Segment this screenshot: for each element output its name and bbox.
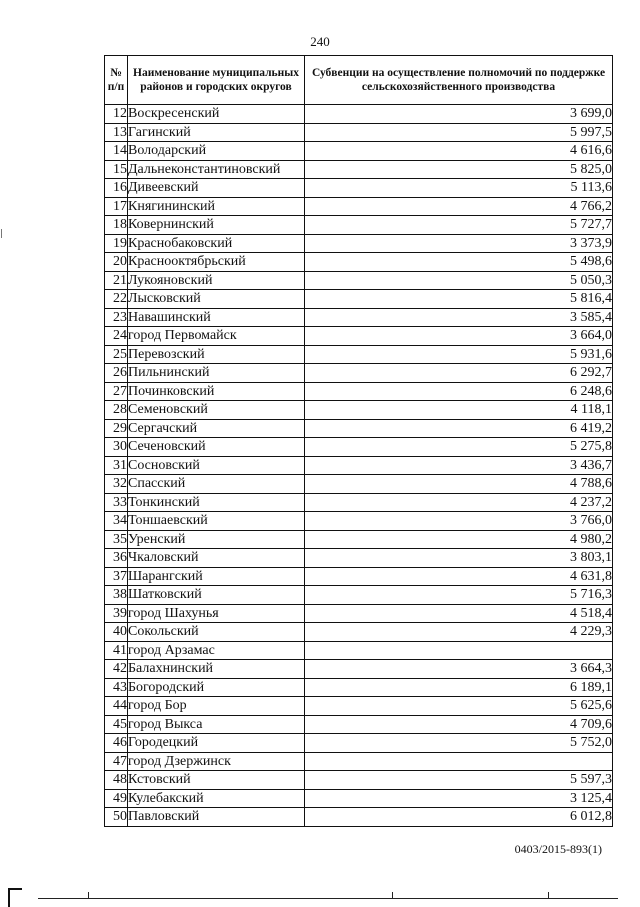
row-number: 26 xyxy=(105,364,128,383)
table-row xyxy=(105,715,613,734)
subsidy-table xyxy=(104,55,613,827)
municipality-name: Кулебакский xyxy=(128,789,305,808)
table-row xyxy=(105,308,613,327)
table-row xyxy=(105,549,613,568)
subsidy-value: 5 931,6 xyxy=(305,345,613,364)
subsidy-value: 5 275,8 xyxy=(305,438,613,457)
subsidy-value: 4 118,1 xyxy=(305,401,613,420)
municipality-name: Лысковский xyxy=(128,290,305,309)
border-tick xyxy=(548,892,549,899)
row-number: 17 xyxy=(105,197,128,216)
subsidy-value: 4 766,2 xyxy=(305,197,613,216)
municipality-name: Чкаловский xyxy=(128,549,305,568)
table-row xyxy=(105,327,613,346)
municipality-name: город Выкса xyxy=(128,715,305,734)
row-number: 49 xyxy=(105,789,128,808)
subsidy-value: 5 825,0 xyxy=(305,160,613,179)
table-row xyxy=(105,697,613,716)
table-row xyxy=(105,123,613,142)
row-number: 33 xyxy=(105,493,128,512)
row-number: 29 xyxy=(105,419,128,438)
table-row xyxy=(105,216,613,235)
table-row xyxy=(105,142,613,161)
municipality-name: Семеновский xyxy=(128,401,305,420)
subsidy-value: 4 237,2 xyxy=(305,493,613,512)
municipality-name: Шарангский xyxy=(128,567,305,586)
table-row xyxy=(105,734,613,753)
row-number: 38 xyxy=(105,586,128,605)
subsidy-value: 4 616,6 xyxy=(305,142,613,161)
subsidy-value: 4 709,6 xyxy=(305,715,613,734)
subsidy-value: 4 980,2 xyxy=(305,530,613,549)
subsidy-value: 5 716,3 xyxy=(305,586,613,605)
municipality-name: Пильнинский xyxy=(128,364,305,383)
table-row xyxy=(105,512,613,531)
table-row xyxy=(105,364,613,383)
row-number: 36 xyxy=(105,549,128,568)
municipality-name: Воскресенский xyxy=(128,105,305,124)
municipality-name: Шатковский xyxy=(128,586,305,605)
row-number: 19 xyxy=(105,234,128,253)
table-row xyxy=(105,789,613,808)
table-row xyxy=(105,382,613,401)
header-municipality: Наименование муниципальных районов и городских округов xyxy=(128,56,305,105)
subsidy-value: 4 518,4 xyxy=(305,604,613,623)
subsidy-value: 5 997,5 xyxy=(305,123,613,142)
table-row xyxy=(105,604,613,623)
table-row xyxy=(105,493,613,512)
row-number: 44 xyxy=(105,697,128,716)
row-number: 39 xyxy=(105,604,128,623)
row-number: 32 xyxy=(105,475,128,494)
subsidy-value: 5 050,3 xyxy=(305,271,613,290)
table-row xyxy=(105,253,613,272)
municipality-name: Дальнеконстантиновский xyxy=(128,160,305,179)
subsidy-value: 5 498,6 xyxy=(305,253,613,272)
municipality-name: Балахнинский xyxy=(128,660,305,679)
table-row xyxy=(105,475,613,494)
municipality-name: Сергачский xyxy=(128,419,305,438)
municipality-name: Дивеевский xyxy=(128,179,305,198)
municipality-name: Сосновский xyxy=(128,456,305,475)
subsidy-value: 6 292,7 xyxy=(305,364,613,383)
municipality-name: Навашинский xyxy=(128,308,305,327)
municipality-name: город Дзержинск xyxy=(128,752,305,771)
table-row xyxy=(105,271,613,290)
municipality-name: Ковернинский xyxy=(128,216,305,235)
row-number: 27 xyxy=(105,382,128,401)
row-number: 40 xyxy=(105,623,128,642)
row-number: 22 xyxy=(105,290,128,309)
municipality-name: город Шахунья xyxy=(128,604,305,623)
table-row xyxy=(105,234,613,253)
subsidy-value: 4 631,8 xyxy=(305,567,613,586)
row-number: 34 xyxy=(105,512,128,531)
table-body xyxy=(105,105,613,827)
municipality-name: Сеченовский xyxy=(128,438,305,457)
subsidy-value: 5 597,3 xyxy=(305,771,613,790)
municipality-name: Сокольский xyxy=(128,623,305,642)
row-number: 41 xyxy=(105,641,128,660)
row-number: 18 xyxy=(105,216,128,235)
municipality-name: Тонкинский xyxy=(128,493,305,512)
border-tick xyxy=(392,892,393,899)
row-number: 47 xyxy=(105,752,128,771)
municipality-name: Павловский xyxy=(128,808,305,827)
subsidy-value: 4 229,3 xyxy=(305,623,613,642)
row-number: 35 xyxy=(105,530,128,549)
corner-mark xyxy=(8,888,22,907)
margin-mark xyxy=(1,229,5,238)
row-number: 21 xyxy=(105,271,128,290)
row-number: 46 xyxy=(105,734,128,753)
row-number: 37 xyxy=(105,567,128,586)
row-number: 12 xyxy=(105,105,128,124)
municipality-name: Володарский xyxy=(128,142,305,161)
municipality-name: Спасский xyxy=(128,475,305,494)
subsidy-value xyxy=(305,752,613,771)
table-row xyxy=(105,623,613,642)
table-row xyxy=(105,401,613,420)
table-row xyxy=(105,179,613,198)
municipality-name: Кстовский xyxy=(128,771,305,790)
municipality-name: Краснобаковский xyxy=(128,234,305,253)
municipality-name: Уренский xyxy=(128,530,305,549)
municipality-name: Починковский xyxy=(128,382,305,401)
municipality-name: город Бор xyxy=(128,697,305,716)
subsidy-value: 3 585,4 xyxy=(305,308,613,327)
municipality-name: Богородский xyxy=(128,678,305,697)
row-number: 20 xyxy=(105,253,128,272)
table-row xyxy=(105,808,613,827)
row-number: 24 xyxy=(105,327,128,346)
subsidy-value: 3 664,3 xyxy=(305,660,613,679)
municipality-name: город Первомайск xyxy=(128,327,305,346)
table-row xyxy=(105,290,613,309)
table-row xyxy=(105,567,613,586)
row-number: 43 xyxy=(105,678,128,697)
page-number: 240 xyxy=(310,34,330,49)
border-tick xyxy=(88,892,89,899)
table-row xyxy=(105,197,613,216)
table-row xyxy=(105,160,613,179)
subsidy-value: 5 752,0 xyxy=(305,734,613,753)
municipality-name: Лукояновский xyxy=(128,271,305,290)
row-number: 25 xyxy=(105,345,128,364)
header-subsidy: Субвенции на осуществление полномочий по поддержке сельскохозяйственного производства xyxy=(305,56,613,105)
subsidy-value: 6 012,8 xyxy=(305,808,613,827)
subsidy-value: 3 125,4 xyxy=(305,789,613,808)
table-row xyxy=(105,345,613,364)
table-row xyxy=(105,586,613,605)
municipality-name: Краснооктябрьский xyxy=(128,253,305,272)
subsidy-value: 6 189,1 xyxy=(305,678,613,697)
row-number: 31 xyxy=(105,456,128,475)
header-number: № п/п xyxy=(105,56,128,105)
subsidy-value: 3 699,0 xyxy=(305,105,613,124)
municipality-name: Городецкий xyxy=(128,734,305,753)
row-number: 42 xyxy=(105,660,128,679)
municipality-name: город Арзамас xyxy=(128,641,305,660)
table-row xyxy=(105,771,613,790)
table-row xyxy=(105,419,613,438)
table-row xyxy=(105,438,613,457)
municipality-name: Гагинский xyxy=(128,123,305,142)
table-row xyxy=(105,456,613,475)
table-row xyxy=(105,660,613,679)
subsidy-value: 5 816,4 xyxy=(305,290,613,309)
row-number: 50 xyxy=(105,808,128,827)
bottom-border-line xyxy=(38,898,618,899)
subsidy-value: 5 113,6 xyxy=(305,179,613,198)
row-number: 28 xyxy=(105,401,128,420)
row-number: 30 xyxy=(105,438,128,457)
subsidy-value: 4 788,6 xyxy=(305,475,613,494)
subsidy-value: 3 664,0 xyxy=(305,327,613,346)
row-number: 45 xyxy=(105,715,128,734)
subsidy-value: 3 766,0 xyxy=(305,512,613,531)
municipality-name: Тоншаевский xyxy=(128,512,305,531)
table-row xyxy=(105,752,613,771)
subsidy-value: 3 373,9 xyxy=(305,234,613,253)
municipality-name: Перевозский xyxy=(128,345,305,364)
subsidy-value: 5 625,6 xyxy=(305,697,613,716)
subsidy-value: 6 419,2 xyxy=(305,419,613,438)
municipality-name: Княгининский xyxy=(128,197,305,216)
document-code: 0403/2015-893(1) xyxy=(514,842,602,856)
row-number: 15 xyxy=(105,160,128,179)
table-row xyxy=(105,105,613,124)
table-row xyxy=(105,530,613,549)
subsidy-value: 5 727,7 xyxy=(305,216,613,235)
subsidy-value: 3 803,1 xyxy=(305,549,613,568)
subsidy-value xyxy=(305,641,613,660)
subsidy-value: 3 436,7 xyxy=(305,456,613,475)
row-number: 14 xyxy=(105,142,128,161)
table-row xyxy=(105,641,613,660)
row-number: 48 xyxy=(105,771,128,790)
table-header xyxy=(105,56,613,105)
row-number: 13 xyxy=(105,123,128,142)
row-number: 16 xyxy=(105,179,128,198)
table-row xyxy=(105,678,613,697)
subsidy-value: 6 248,6 xyxy=(305,382,613,401)
row-number: 23 xyxy=(105,308,128,327)
